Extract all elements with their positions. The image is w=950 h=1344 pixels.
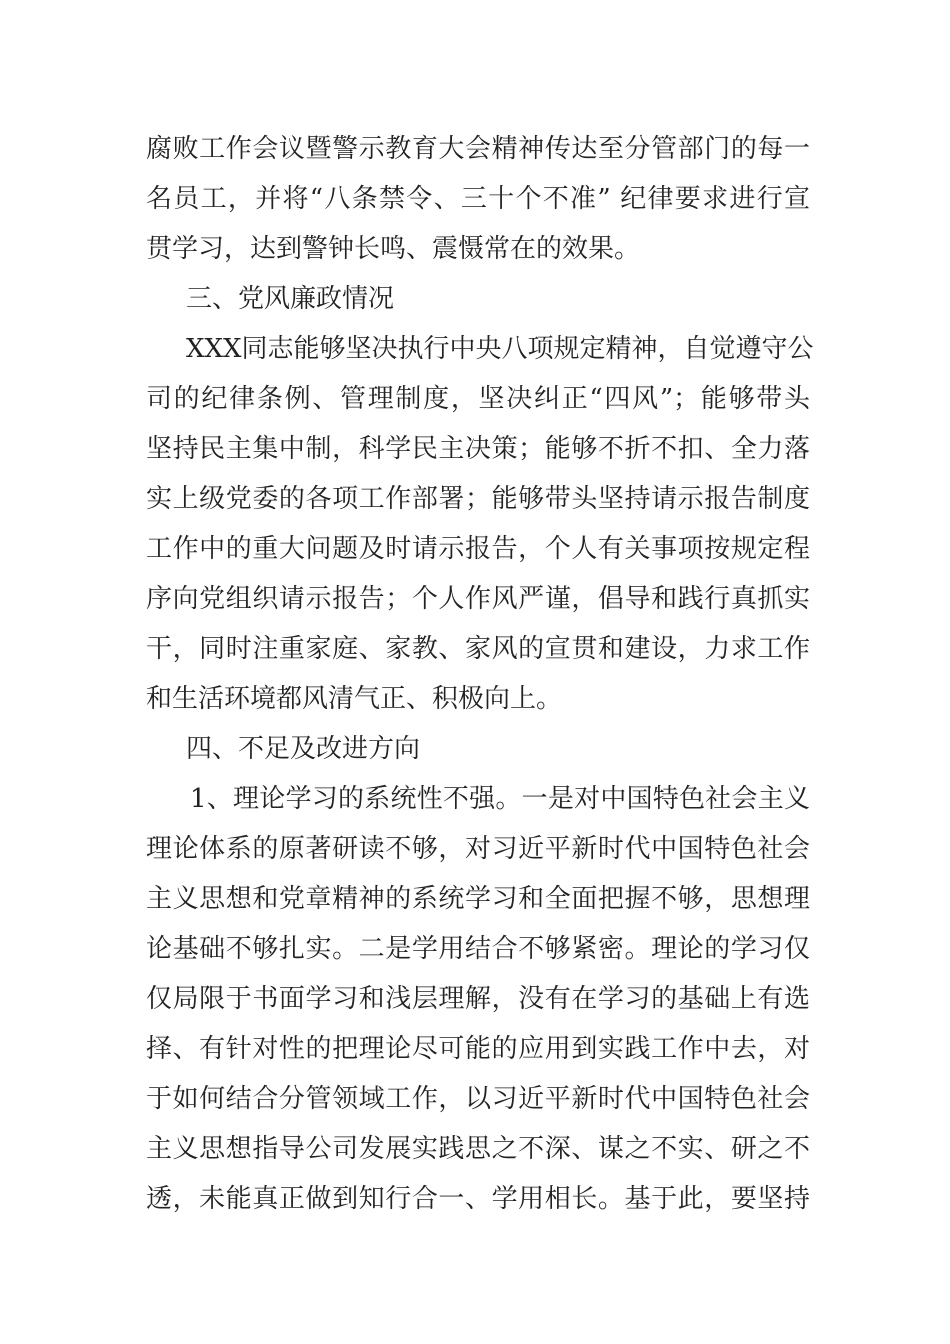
body-line: 坚持民主集中制，科学民主决策；能够不折不扣、全力落: [146, 434, 810, 464]
body-line: 1、理论学习的系统性不强。一是对中国特色社会主义: [190, 784, 810, 814]
body-line: 透，未能真正做到知行合一、学用相长。基于此，要坚持: [146, 1184, 810, 1214]
section-heading-3: 三、党风廉政情况: [186, 284, 395, 314]
document-body: [146, 124, 814, 1224]
body-line: 择、有针对性的把理论尽可能的应用到实践工作中去，对: [146, 1034, 810, 1064]
body-line: 工作中的重大问题及时请示报告，个人有关事项按规定程: [146, 534, 810, 564]
body-line: 司的纪律条例、管理制度，坚决纠正“四风”；能够带头: [146, 384, 810, 414]
body-line: 名员工，并将“八条禁令、三十个不准” 纪律要求进行宣: [146, 184, 810, 214]
body-line: XXX同志能够坚决执行中央八项规定精神，自觉遵守公: [186, 334, 814, 364]
body-line: 主义思想和党章精神的系统学习和全面把握不够，思想理: [146, 884, 810, 914]
body-line: 干，同时注重家庭、家教、家风的宣贯和建设，力求工作: [146, 634, 810, 664]
body-line: 主义思想指导公司发展实践思之不深、谋之不实、研之不: [146, 1134, 810, 1164]
body-line: 序向党组织请示报告；个人作风严谨，倡导和践行真抓实: [146, 584, 810, 614]
body-line: 贯学习，达到警钟长鸣、震慑常在的效果。: [146, 234, 641, 264]
body-line: 仅局限于书面学习和浅层理解，没有在学习的基础上有选: [146, 984, 810, 1014]
body-line: 和生活环境都风清气正、积极向上。: [146, 684, 563, 714]
body-line: 腐败工作会议暨警示教育大会精神传达至分管部门的每一: [146, 134, 810, 164]
body-line: 论基础不够扎实。二是学用结合不够紧密。理论的学习仅: [146, 934, 810, 964]
body-line: 于如何结合分管领域工作，以习近平新时代中国特色社会: [146, 1084, 810, 1114]
section-heading-4: 四、不足及改进方向: [186, 734, 421, 764]
body-line: 理论体系的原著研读不够，对习近平新时代中国特色社会: [146, 834, 810, 864]
body-line: 实上级党委的各项工作部署；能够带头坚持请示报告制度: [146, 484, 810, 514]
